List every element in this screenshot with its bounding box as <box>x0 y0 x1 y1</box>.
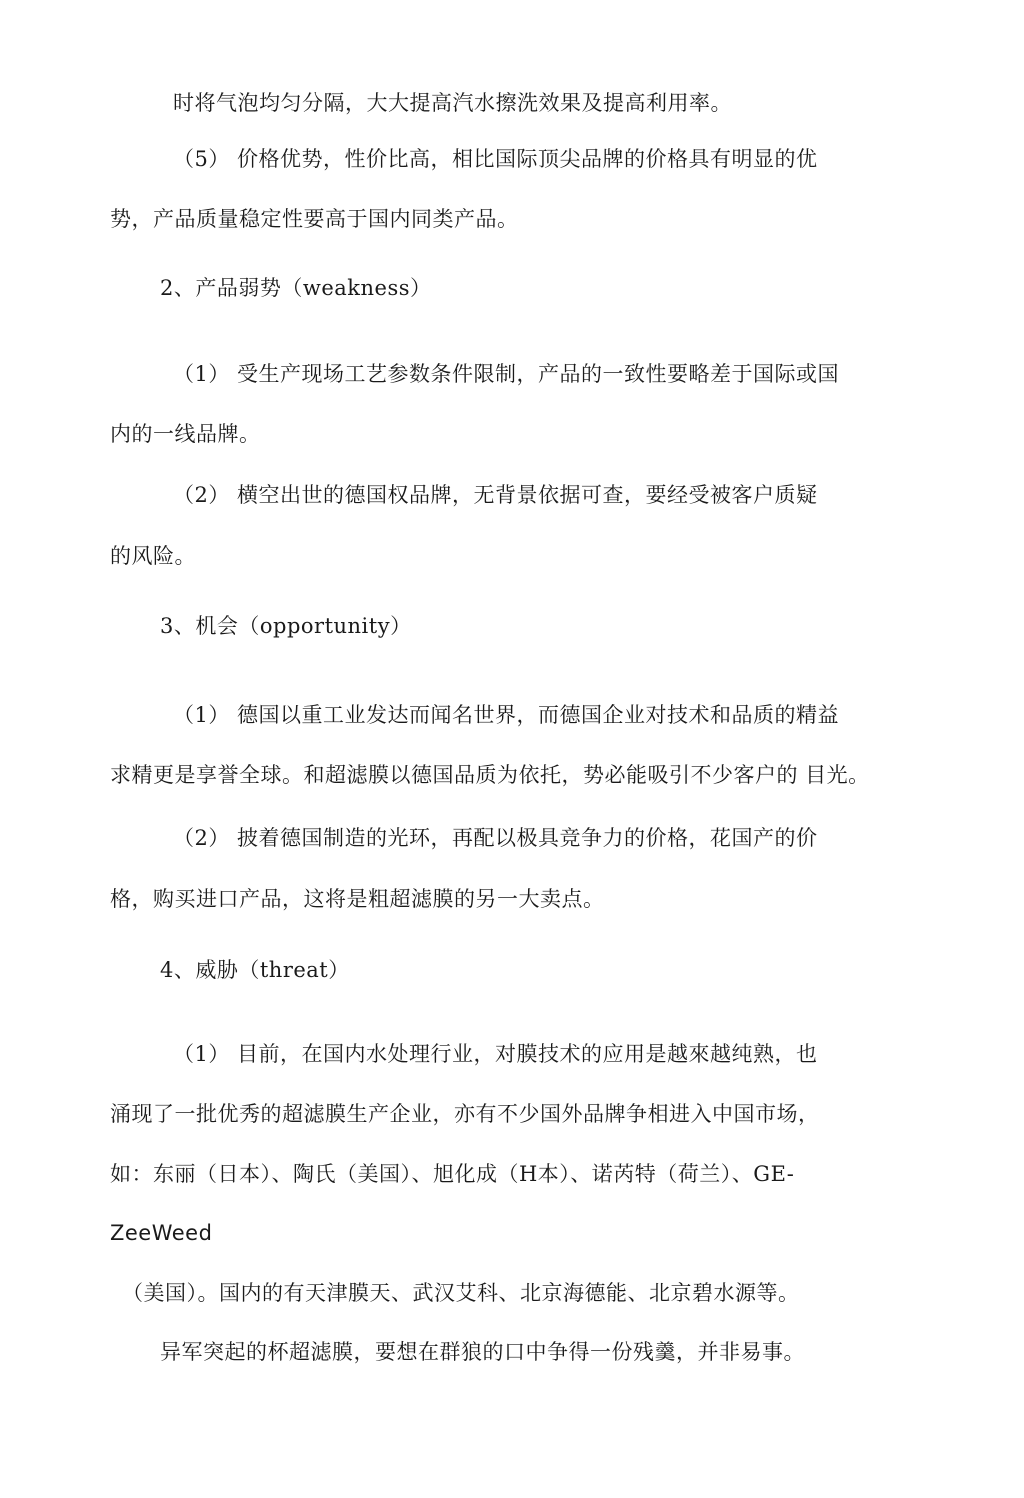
paragraph-line: 涌现了一批优秀的超滤膜生产企业，亦有不少国外品牌争相进入中国市场， <box>110 1102 820 1126</box>
list-item-line: （2） 横空出世的德国权品牌，无背景依据可查，要经受被客户质疑 <box>173 483 818 507</box>
paragraph-line: 时将气泡均匀分隔，大大提高汽水擦洗效果及提高利用率。 <box>173 91 732 115</box>
list-item-line: （1） 目前，在国内水处理行业，对膜技术的应用是越來越纯熟，也 <box>173 1042 818 1066</box>
paragraph-line: 的风险。 <box>110 544 196 568</box>
paragraph-line: 格，购买进口产品，这将是粗超滤膜的另一大卖点。 <box>110 887 605 911</box>
list-item-line: （1） 受生产现场工艺参数条件限制，产品的一致性要略差于国际或国 <box>173 362 840 386</box>
list-item-line: （2） 披着德国制造的光环，再配以极具竞争力的价格，花国产的价 <box>173 826 818 850</box>
paragraph-line: （美国）。国内的有天津膜天、武汉艾科、北京海德能、北京碧水源等。 <box>122 1281 800 1305</box>
paragraph-line: 求精更是享誉全球。和超滤膜以德国品质为依托，势必能吸引不少客户的 目光。 <box>110 763 870 787</box>
list-item-line: （5） 价格优势，性价比高，相比国际顶尖品牌的价格具有明显的优 <box>173 147 818 171</box>
paragraph-line: 如：东丽（日本）、陶氏（美国）、旭化成（H本）、诺芮特（荷兰）、GE- <box>110 1162 795 1186</box>
paragraph-line: 异军突起的杯超滤膜，要想在群狼的口中争得一份残羹，并非易事。 <box>160 1340 805 1364</box>
section-heading-weakness: 2、产品弱势（weakness） <box>160 276 432 300</box>
paragraph-line: ZeeWeed <box>110 1221 213 1245</box>
paragraph-line: 内的一线品牌。 <box>110 422 261 446</box>
list-item-line: （1） 德国以重工业发达而闻名世界，而德国企业对技术和品质的精益 <box>173 703 840 727</box>
paragraph-line: 势，产品质量稳定性要高于国内同类产品。 <box>110 207 519 231</box>
section-heading-opportunity: 3、机会（opportunity） <box>160 614 412 638</box>
section-heading-threat: 4、威胁（threat） <box>160 958 350 982</box>
